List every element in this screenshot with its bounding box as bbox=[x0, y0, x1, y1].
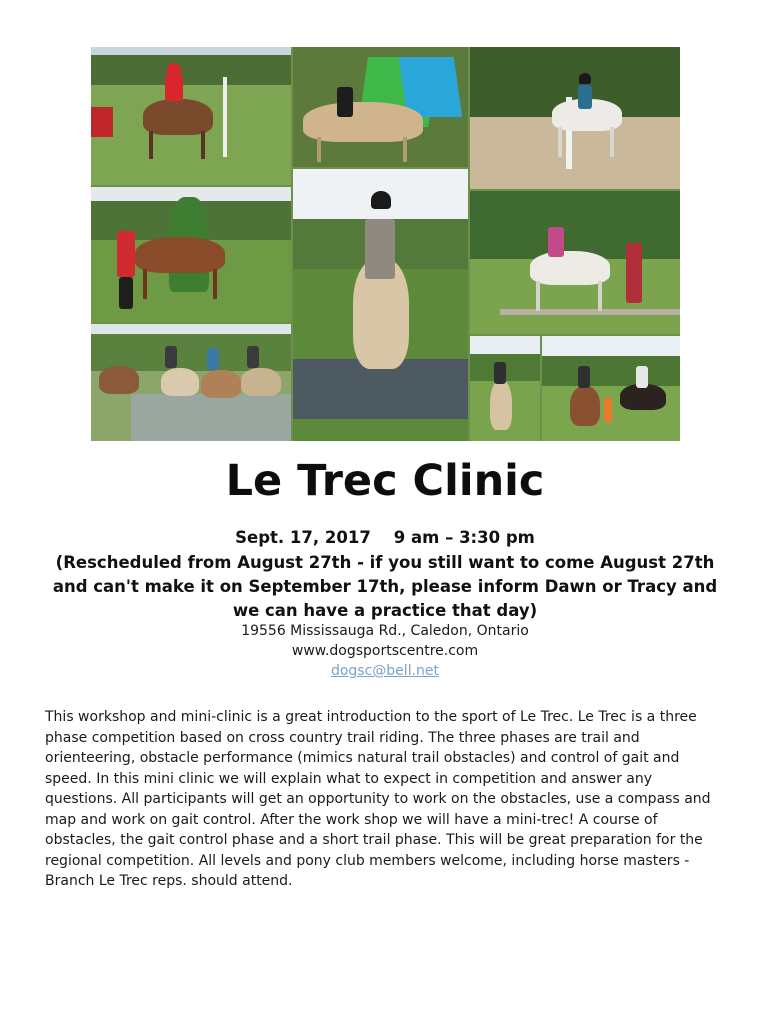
photo-collage bbox=[91, 47, 680, 441]
website-link[interactable]: www.dogsportscentre.com bbox=[291, 643, 479, 659]
collage-photo-fringe-obstacle bbox=[293, 47, 468, 167]
reschedule-note: (Rescheduled from August 27th - if you still want to come August 27th and can't make it on September 17th, please inform Dawn or Tracy and we can have a practice that day) bbox=[52, 553, 718, 620]
email-row bbox=[0, 663, 770, 679]
collage-photo-rider-bay-pony bbox=[91, 47, 291, 185]
clinic-description: This workshop and mini-clinic is a great introduction to the sport of Le Trec. Le Trec is a three phase competition based on cross country trail riding. The three phases are trail and orienteering, obstacle performance (mimics natural trail obstacles) and control of gait and speed. In this mini clinic we will explain what to expect in competition and answer any questions. All participants will get an opportunity to work on the obstacles, use a compass and map and work on gait control. After the work shop we will have a mini-trec! A course of obstacles, the gait control phase and a short trail phase. This will be great preparation for the regional competition. All levels and pony club members welcome, including horse masters - Branch Le Trec reps. should attend. bbox=[45, 709, 711, 889]
collage-photo-pony-water-crossing bbox=[293, 169, 468, 441]
collage-photo-riders-field-left bbox=[470, 336, 540, 441]
collage-photo-grey-horse-instructor bbox=[470, 191, 680, 334]
clinic-title: Le Trec Clinic bbox=[225, 456, 545, 506]
collage-photo-girl-leading-horse bbox=[91, 187, 291, 322]
collage-photo-riders-field-right bbox=[542, 336, 680, 441]
date-time-line: Sept. 17, 2017 9 am – 3:30 pm bbox=[235, 528, 535, 547]
collage-photo-grey-horse-arena bbox=[470, 47, 680, 189]
email-link[interactable]: dogsc@bell.net bbox=[330, 663, 440, 679]
collage-photo-group-in-water bbox=[91, 324, 291, 441]
address-line: 19556 Mississauga Rd., Caledon, Ontario bbox=[241, 623, 529, 639]
